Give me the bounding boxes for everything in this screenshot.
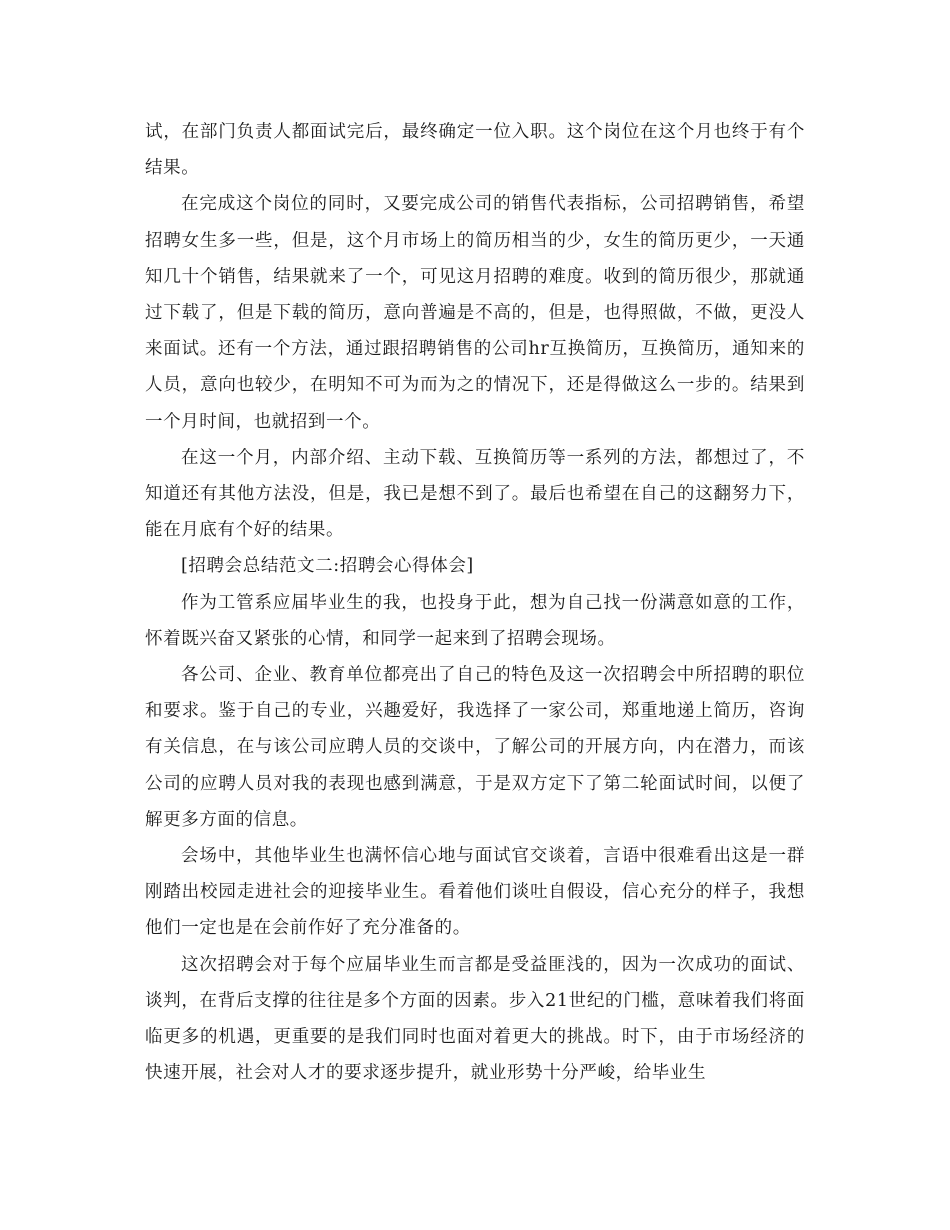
paragraph-3: 在这一个月，内部介绍、主动下载、互换简历等一系列的方法，都想过了，不知道还有其他方法没，但是，我已是想不到了。最后也希望在自己的这翻努力下，能在月底有个好的结果。 [145,447,805,541]
paragraph-1: 试，在部门负责人都面试完后，最终确定一位入职。这个岗位在这个月也终于有个结果。 [145,122,805,179]
section-heading: [招聘会总结范文二:招聘会心得体会] [181,556,474,577]
paragraph-7: 这次招聘会对于每个应届毕业生而言都是受益匪浅的，因为一次成功的面试、谈判，在背后支撑的往往是多个方面的因素。步入21世纪的门槛，意味着我们将面临更多的机遇，更重要的是我们同时也面对着更大的挑战。时下，由于市场经济的快速开展，社会对人才的要求逐步提升，就业形势十分严峻，给毕业生 [145,954,805,1084]
paragraph-6: 会场中，其他毕业生也满怀信心地与面试官交谈着，言语中很难看出这是一群刚踏出校园走进社会的迎接毕业生。看着他们谈吐自假设，信心充分的样子，我想他们一定也是在会前作好了充分准备的。 [145,846,805,939]
paragraph-2: 在完成这个岗位的同时，又要完成公司的销售代表指标，公司招聘销售，希望招聘女生多一些，但是，这个月市场上的简历相当的少，女生的简历更少，一天通知几十个销售，结果就来了一个，可见这月招聘的难度。收到的简历很少，那就通过下载了，但是下载的简历，意向普遍是不高的，但是，也得照做，不做，更没人来面试。还有一个方法，通过跟招聘销售的公司hr互换简历，互换简历，通知来的人员，意向也较少，在明知不可为而为之的情况下，还是得做这么一步的。结果到一个月时间，也就招到一个。 [145,194,805,432]
body-text [145,114,805,1091]
paragraph-4: 作为工管系应届毕业生的我，也投身于此，想为自己找一份满意如意的工作，怀着既兴奋又紧张的心情，和同学一起来到了招聘会现场。 [145,592,805,649]
paragraph-5: 各公司、企业、教育单位都亮出了自己的特色及这一次招聘会中所招聘的职位和要求。鉴于自己的专业，兴趣爱好，我选择了一家公司，郑重地递上简历，咨询有关信息，在与该公司应聘人员的交谈中，了解公司的开展方向，内在潜力，而该公司的应聘人员对我的表现也感到满意，于是双方定下了第二轮面试时间，以便了解更多方面的信息。 [145,665,805,830]
